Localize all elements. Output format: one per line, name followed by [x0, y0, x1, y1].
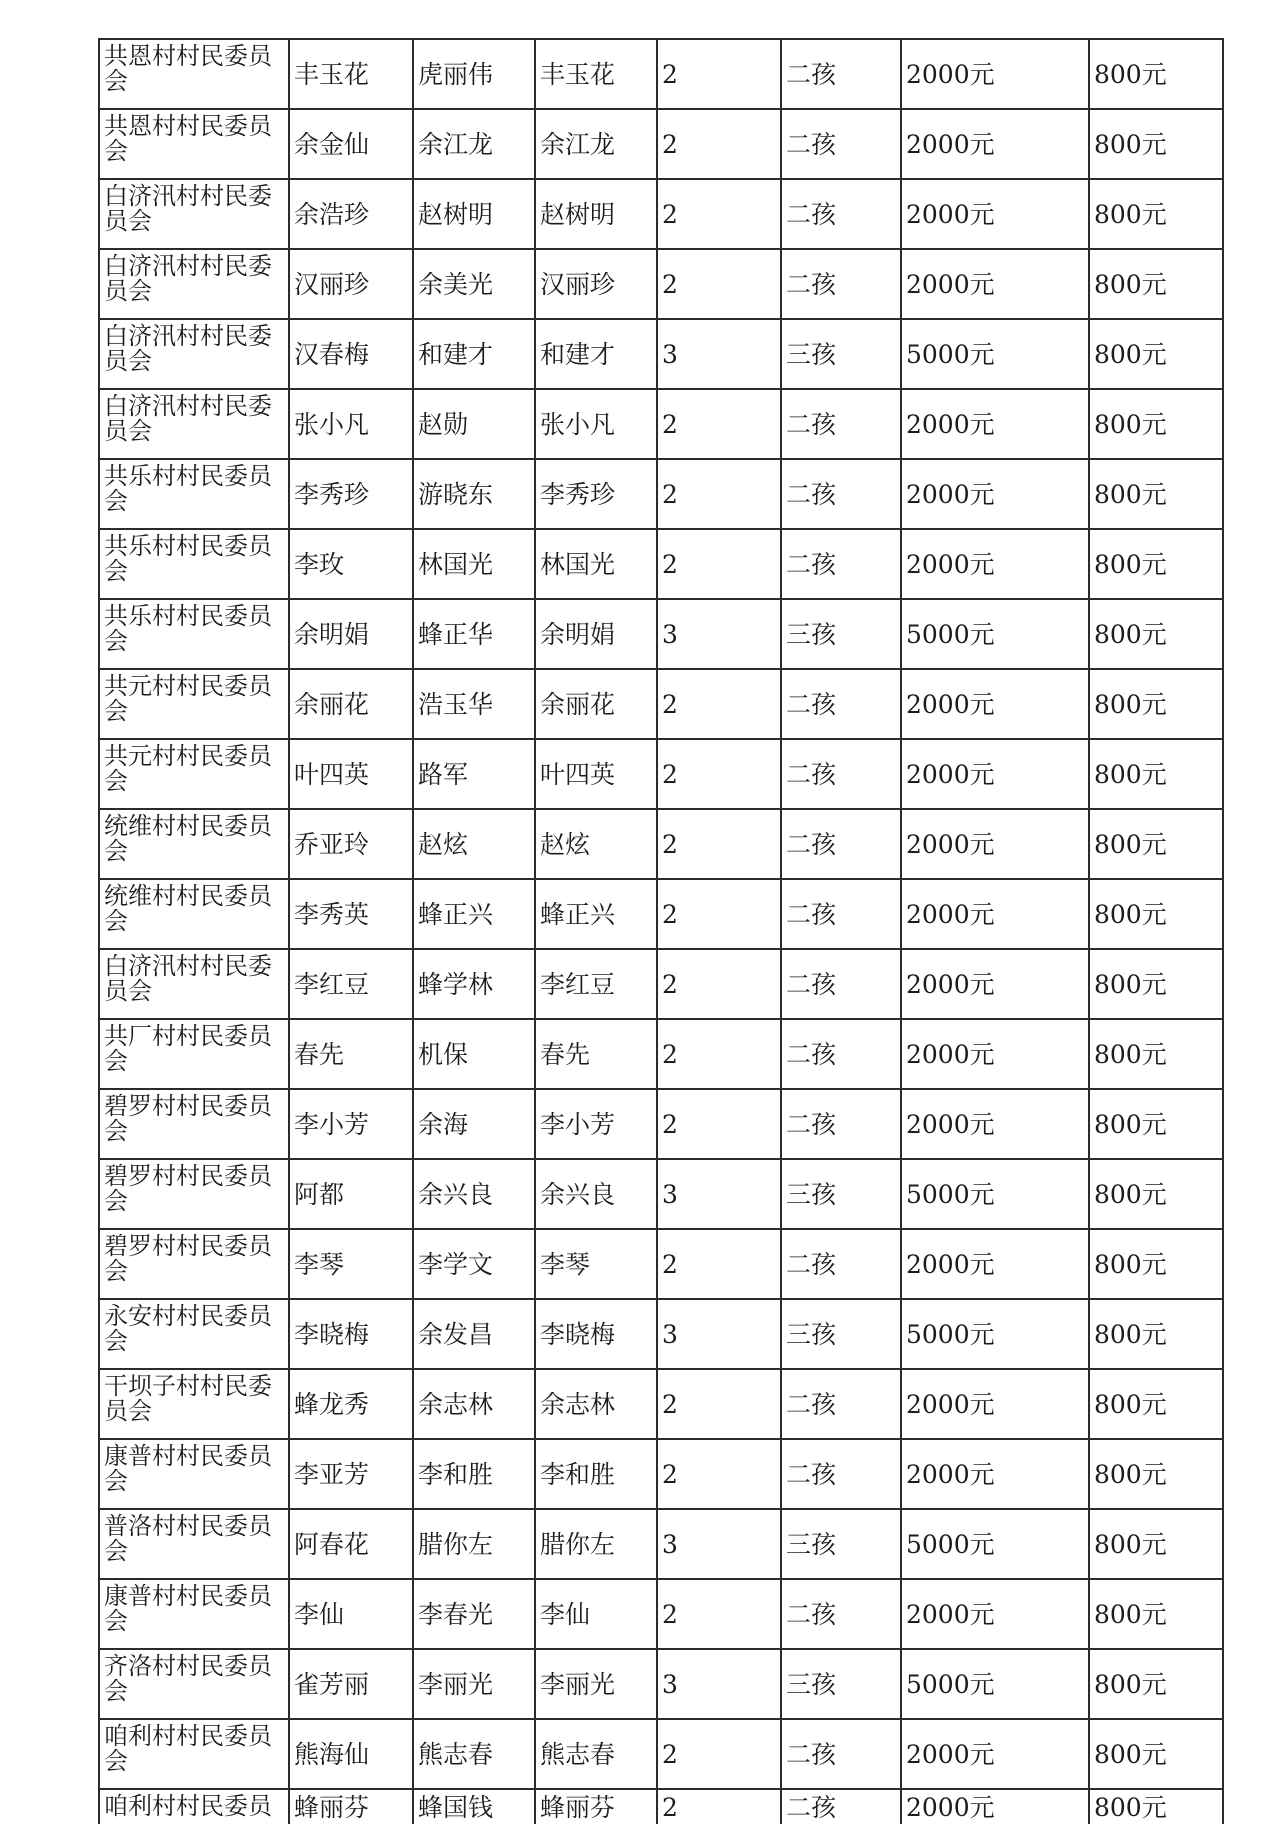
father-name-cell: 余兴良: [413, 1159, 535, 1229]
village-committee-cell: 共厂村村民委员会: [99, 1019, 289, 1089]
table-row: [99, 1509, 1223, 1579]
birth-order-cell: 二孩: [781, 809, 901, 879]
father-name-cell: 蜂学林: [413, 949, 535, 1019]
birth-order-cell: 二孩: [781, 39, 901, 109]
applicant-name-cell: 李红豆: [535, 949, 657, 1019]
subsidy-amount-cell: 2000元: [901, 1439, 1089, 1509]
monthly-subsidy-cell: 800元: [1089, 599, 1223, 669]
birth-order-cell: 二孩: [781, 109, 901, 179]
monthly-subsidy-cell: 800元: [1089, 1159, 1223, 1229]
child-count-cell: 2: [657, 109, 781, 179]
father-name-cell: 熊志春: [413, 1719, 535, 1789]
child-count-cell: 2: [657, 529, 781, 599]
table-row: [99, 109, 1223, 179]
father-name-cell: 李丽光: [413, 1649, 535, 1719]
subsidy-amount-cell: 2000元: [901, 1369, 1089, 1439]
mother-name-cell: 李小芳: [289, 1089, 413, 1159]
monthly-subsidy-cell: 800元: [1089, 319, 1223, 389]
birth-order-cell: 二孩: [781, 1719, 901, 1789]
birth-order-cell: 二孩: [781, 1579, 901, 1649]
mother-name-cell: 李红豆: [289, 949, 413, 1019]
child-count-cell: 2: [657, 1229, 781, 1299]
monthly-subsidy-cell: 800元: [1089, 879, 1223, 949]
monthly-subsidy-cell: 800元: [1089, 739, 1223, 809]
village-committee-cell: 白济汛村村民委员会: [99, 319, 289, 389]
mother-name-cell: 熊海仙: [289, 1719, 413, 1789]
subsidy-amount-cell: 2000元: [901, 809, 1089, 879]
father-name-cell: 机保: [413, 1019, 535, 1089]
table-row: [99, 1019, 1223, 1089]
mother-name-cell: 李亚芳: [289, 1439, 413, 1509]
mother-name-cell: 丰玉花: [289, 39, 413, 109]
birth-order-cell: 三孩: [781, 1299, 901, 1369]
monthly-subsidy-cell: 800元: [1089, 1229, 1223, 1299]
birth-order-cell: 二孩: [781, 1439, 901, 1509]
applicant-name-cell: 余志林: [535, 1369, 657, 1439]
subsidy-amount-cell: 2000元: [901, 1579, 1089, 1649]
monthly-subsidy-cell: 800元: [1089, 39, 1223, 109]
applicant-name-cell: 李小芳: [535, 1089, 657, 1159]
subsidy-amount-cell: 2000元: [901, 529, 1089, 599]
child-count-cell: 2: [657, 1789, 781, 1824]
mother-name-cell: 李秀珍: [289, 459, 413, 529]
subsidy-amount-cell: 2000元: [901, 459, 1089, 529]
village-committee-cell: 共乐村村民委员会: [99, 529, 289, 599]
table-row: [99, 1789, 1223, 1824]
applicant-name-cell: 余江龙: [535, 109, 657, 179]
father-name-cell: 余美光: [413, 249, 535, 319]
child-count-cell: 3: [657, 319, 781, 389]
monthly-subsidy-cell: 800元: [1089, 1789, 1223, 1824]
mother-name-cell: 叶四英: [289, 739, 413, 809]
child-count-cell: 2: [657, 669, 781, 739]
father-name-cell: 赵炫: [413, 809, 535, 879]
applicant-name-cell: 李琴: [535, 1229, 657, 1299]
subsidy-amount-cell: 5000元: [901, 1509, 1089, 1579]
birth-order-cell: 三孩: [781, 1159, 901, 1229]
subsidy-amount-cell: 2000元: [901, 179, 1089, 249]
village-committee-cell: 碧罗村村民委员会: [99, 1089, 289, 1159]
subsidy-amount-cell: 5000元: [901, 1159, 1089, 1229]
applicant-name-cell: 春先: [535, 1019, 657, 1089]
father-name-cell: 蜂正兴: [413, 879, 535, 949]
applicant-name-cell: 李秀珍: [535, 459, 657, 529]
table-row: [99, 1159, 1223, 1229]
monthly-subsidy-cell: 800元: [1089, 1089, 1223, 1159]
table-row: [99, 249, 1223, 319]
subsidy-amount-cell: 2000元: [901, 1019, 1089, 1089]
father-name-cell: 余海: [413, 1089, 535, 1159]
village-committee-cell: 咱利村村民委员会: [99, 1719, 289, 1789]
monthly-subsidy-cell: 800元: [1089, 1509, 1223, 1579]
father-name-cell: 李学文: [413, 1229, 535, 1299]
table-row: [99, 39, 1223, 109]
table-row: [99, 529, 1223, 599]
table-row: [99, 1579, 1223, 1649]
father-name-cell: 林国光: [413, 529, 535, 599]
village-committee-cell: 齐洛村村民委员会: [99, 1649, 289, 1719]
applicant-name-cell: 李和胜: [535, 1439, 657, 1509]
monthly-subsidy-cell: 800元: [1089, 249, 1223, 319]
table-row: [99, 599, 1223, 669]
village-committee-cell: 白济汛村村民委员会: [99, 389, 289, 459]
applicant-name-cell: 李丽光: [535, 1649, 657, 1719]
applicant-name-cell: 林国光: [535, 529, 657, 599]
village-committee-cell: 共乐村村民委员会: [99, 599, 289, 669]
birth-order-cell: 二孩: [781, 529, 901, 599]
child-count-cell: 3: [657, 599, 781, 669]
monthly-subsidy-cell: 800元: [1089, 459, 1223, 529]
applicant-name-cell: 腊你左: [535, 1509, 657, 1579]
village-committee-cell: 共恩村村民委员会: [99, 109, 289, 179]
subsidy-amount-cell: 2000元: [901, 1789, 1089, 1824]
monthly-subsidy-cell: 800元: [1089, 1579, 1223, 1649]
birth-order-cell: 二孩: [781, 669, 901, 739]
birth-order-cell: 二孩: [781, 739, 901, 809]
mother-name-cell: 雀芳丽: [289, 1649, 413, 1719]
applicant-name-cell: 汉丽珍: [535, 249, 657, 319]
mother-name-cell: 阿春花: [289, 1509, 413, 1579]
mother-name-cell: 李玫: [289, 529, 413, 599]
table-row: [99, 669, 1223, 739]
table-row: [99, 1439, 1223, 1509]
village-committee-cell: 共元村村民委员会: [99, 739, 289, 809]
applicant-name-cell: 余明娟: [535, 599, 657, 669]
applicant-name-cell: 赵树明: [535, 179, 657, 249]
monthly-subsidy-cell: 800元: [1089, 389, 1223, 459]
monthly-subsidy-cell: 800元: [1089, 179, 1223, 249]
applicant-name-cell: 叶四英: [535, 739, 657, 809]
applicant-name-cell: 李晓梅: [535, 1299, 657, 1369]
subsidy-amount-cell: 5000元: [901, 319, 1089, 389]
table-row: [99, 1719, 1223, 1789]
birth-order-cell: 二孩: [781, 1089, 901, 1159]
applicant-name-cell: 熊志春: [535, 1719, 657, 1789]
birth-order-cell: 三孩: [781, 1509, 901, 1579]
father-name-cell: 余发昌: [413, 1299, 535, 1369]
mother-name-cell: 余明娟: [289, 599, 413, 669]
village-committee-cell: 统维村村民委员会: [99, 809, 289, 879]
child-count-cell: 2: [657, 249, 781, 319]
monthly-subsidy-cell: 800元: [1089, 1439, 1223, 1509]
subsidy-amount-cell: 2000元: [901, 39, 1089, 109]
father-name-cell: 虎丽伟: [413, 39, 535, 109]
applicant-name-cell: 余兴良: [535, 1159, 657, 1229]
table-row: [99, 879, 1223, 949]
child-count-cell: 3: [657, 1299, 781, 1369]
applicant-name-cell: 蜂丽芬: [535, 1789, 657, 1824]
father-name-cell: 路军: [413, 739, 535, 809]
village-committee-cell: 白济汛村村民委员会: [99, 949, 289, 1019]
father-name-cell: 赵树明: [413, 179, 535, 249]
table-row: [99, 809, 1223, 879]
birth-order-cell: 三孩: [781, 319, 901, 389]
monthly-subsidy-cell: 800元: [1089, 1299, 1223, 1369]
mother-name-cell: 李秀英: [289, 879, 413, 949]
monthly-subsidy-cell: 800元: [1089, 1019, 1223, 1089]
subsidy-amount-cell: 2000元: [901, 739, 1089, 809]
birth-order-cell: 三孩: [781, 1649, 901, 1719]
table-body: [99, 39, 1223, 1824]
subsidy-amount-cell: 2000元: [901, 669, 1089, 739]
subsidy-amount-cell: 2000元: [901, 389, 1089, 459]
monthly-subsidy-cell: 800元: [1089, 1719, 1223, 1789]
monthly-subsidy-cell: 800元: [1089, 949, 1223, 1019]
table-row: [99, 1229, 1223, 1299]
father-name-cell: 余江龙: [413, 109, 535, 179]
monthly-subsidy-cell: 800元: [1089, 1369, 1223, 1439]
child-count-cell: 2: [657, 1719, 781, 1789]
village-committee-cell: 咱利村村民委员: [99, 1789, 289, 1824]
child-count-cell: 2: [657, 949, 781, 1019]
village-committee-cell: 康普村村民委员会: [99, 1579, 289, 1649]
village-committee-cell: 永安村村民委员会: [99, 1299, 289, 1369]
child-count-cell: 2: [657, 1439, 781, 1509]
birth-order-cell: 二孩: [781, 1019, 901, 1089]
child-count-cell: 2: [657, 739, 781, 809]
mother-name-cell: 阿都: [289, 1159, 413, 1229]
subsidy-amount-cell: 5000元: [901, 599, 1089, 669]
mother-name-cell: 李晓梅: [289, 1299, 413, 1369]
father-name-cell: 余志林: [413, 1369, 535, 1439]
village-committee-cell: 康普村村民委员会: [99, 1439, 289, 1509]
subsidy-amount-cell: 2000元: [901, 249, 1089, 319]
mother-name-cell: 余浩珍: [289, 179, 413, 249]
table-row: [99, 1299, 1223, 1369]
birth-order-cell: 二孩: [781, 1789, 901, 1824]
child-count-cell: 2: [657, 459, 781, 529]
table-row: [99, 1369, 1223, 1439]
table-row: [99, 179, 1223, 249]
village-committee-cell: 干坝子村村民委员会: [99, 1369, 289, 1439]
child-count-cell: 2: [657, 1369, 781, 1439]
child-count-cell: 3: [657, 1509, 781, 1579]
mother-name-cell: 余金仙: [289, 109, 413, 179]
father-name-cell: 腊你左: [413, 1509, 535, 1579]
child-count-cell: 2: [657, 1019, 781, 1089]
father-name-cell: 赵勋: [413, 389, 535, 459]
mother-name-cell: 李仙: [289, 1579, 413, 1649]
child-count-cell: 3: [657, 1649, 781, 1719]
village-committee-cell: 共恩村村民委员会: [99, 39, 289, 109]
subsidy-amount-cell: 2000元: [901, 1719, 1089, 1789]
table-row: [99, 949, 1223, 1019]
applicant-name-cell: 蜂正兴: [535, 879, 657, 949]
subsidy-amount-cell: 5000元: [901, 1299, 1089, 1369]
child-count-cell: 2: [657, 39, 781, 109]
child-count-cell: 2: [657, 1579, 781, 1649]
mother-name-cell: 汉春梅: [289, 319, 413, 389]
monthly-subsidy-cell: 800元: [1089, 809, 1223, 879]
table-row: [99, 459, 1223, 529]
village-committee-cell: 共乐村村民委员会: [99, 459, 289, 529]
mother-name-cell: 蜂丽芬: [289, 1789, 413, 1824]
applicant-name-cell: 和建才: [535, 319, 657, 389]
village-committee-cell: 碧罗村村民委员会: [99, 1229, 289, 1299]
father-name-cell: 蜂正华: [413, 599, 535, 669]
mother-name-cell: 余丽花: [289, 669, 413, 739]
subsidy-amount-cell: 2000元: [901, 1089, 1089, 1159]
father-name-cell: 游晓东: [413, 459, 535, 529]
birth-order-cell: 二孩: [781, 249, 901, 319]
birth-order-cell: 二孩: [781, 459, 901, 529]
father-name-cell: 蜂国钱: [413, 1789, 535, 1824]
mother-name-cell: 乔亚玲: [289, 809, 413, 879]
monthly-subsidy-cell: 800元: [1089, 1649, 1223, 1719]
village-committee-cell: 白济汛村村民委员会: [99, 249, 289, 319]
father-name-cell: 浩玉华: [413, 669, 535, 739]
subsidy-amount-cell: 5000元: [901, 1649, 1089, 1719]
mother-name-cell: 春先: [289, 1019, 413, 1089]
subsidy-amount-cell: 2000元: [901, 1229, 1089, 1299]
birth-order-cell: 二孩: [781, 949, 901, 1019]
birth-order-cell: 三孩: [781, 599, 901, 669]
table-row: [99, 1649, 1223, 1719]
subsidy-table: [98, 38, 1224, 1824]
village-committee-cell: 碧罗村村民委员会: [99, 1159, 289, 1229]
subsidy-amount-cell: 2000元: [901, 949, 1089, 1019]
subsidy-amount-cell: 2000元: [901, 109, 1089, 179]
village-committee-cell: 共元村村民委员会: [99, 669, 289, 739]
applicant-name-cell: 张小凡: [535, 389, 657, 459]
child-count-cell: 2: [657, 1089, 781, 1159]
child-count-cell: 2: [657, 809, 781, 879]
applicant-name-cell: 李仙: [535, 1579, 657, 1649]
father-name-cell: 李春光: [413, 1579, 535, 1649]
birth-order-cell: 二孩: [781, 179, 901, 249]
father-name-cell: 和建才: [413, 319, 535, 389]
village-committee-cell: 普洛村村民委员会: [99, 1509, 289, 1579]
table-row: [99, 739, 1223, 809]
child-count-cell: 2: [657, 879, 781, 949]
birth-order-cell: 二孩: [781, 879, 901, 949]
child-count-cell: 3: [657, 1159, 781, 1229]
subsidy-amount-cell: 2000元: [901, 879, 1089, 949]
mother-name-cell: 李琴: [289, 1229, 413, 1299]
table-row: [99, 1089, 1223, 1159]
monthly-subsidy-cell: 800元: [1089, 669, 1223, 739]
birth-order-cell: 二孩: [781, 1229, 901, 1299]
monthly-subsidy-cell: 800元: [1089, 109, 1223, 179]
applicant-name-cell: 赵炫: [535, 809, 657, 879]
birth-order-cell: 二孩: [781, 389, 901, 459]
table-row: [99, 389, 1223, 459]
applicant-name-cell: 丰玉花: [535, 39, 657, 109]
village-committee-cell: 统维村村民委员会: [99, 879, 289, 949]
father-name-cell: 李和胜: [413, 1439, 535, 1509]
mother-name-cell: 蜂龙秀: [289, 1369, 413, 1439]
applicant-name-cell: 余丽花: [535, 669, 657, 739]
child-count-cell: 2: [657, 389, 781, 459]
child-count-cell: 2: [657, 179, 781, 249]
mother-name-cell: 汉丽珍: [289, 249, 413, 319]
mother-name-cell: 张小凡: [289, 389, 413, 459]
village-committee-cell: 白济汛村村民委员会: [99, 179, 289, 249]
table-row: [99, 319, 1223, 389]
birth-order-cell: 二孩: [781, 1369, 901, 1439]
monthly-subsidy-cell: 800元: [1089, 529, 1223, 599]
